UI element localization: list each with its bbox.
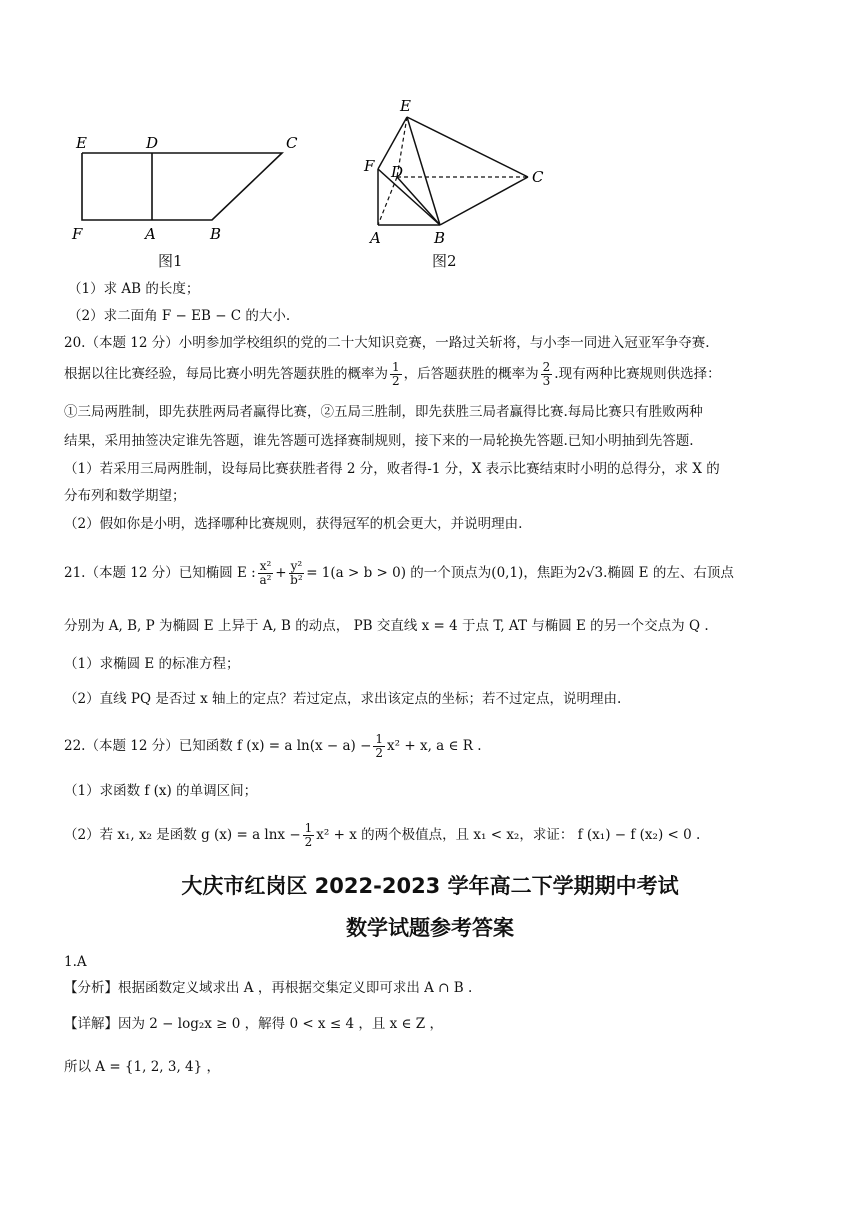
figure-1 [60,128,320,243]
fig1-label-c: C [286,134,298,152]
q22-fraction-half-2 [303,822,315,849]
frac-den: 2 [304,835,313,849]
fig1-outline [82,153,282,220]
q22-line1-b: x² + x, a ∈ R . [387,738,482,754]
q22-fraction-half [373,733,385,760]
q19-part2: （2）求二面角 F − EB − C 的大小. [68,308,291,324]
fig2-label-d: D [391,163,404,181]
q20-line5: （1）若采用三局两胜制，设每局比赛获胜者得 2 分，败者得-1 分，X 表示比赛结束时小明的总得分，求 X 的 [64,461,720,477]
q22-line3 [64,822,700,849]
fig2-label-a: A [370,229,381,247]
answer-1: 1.A [64,954,87,970]
q21-ellipse-rhs: = 1(a > b > 0) [306,565,406,581]
fig1-label-f: F [72,225,83,243]
q20-line2-b: ，后答题获胜的概率为 [403,366,539,382]
frac-num: y² [290,559,303,573]
q20-line7: （2）假如你是小明，选择哪种比赛规则，获得冠军的机会更大，并说明理由. [64,516,523,532]
frac-num: x² [259,559,272,573]
fig2-label-c: C [532,168,544,186]
q21-line1: 21.（本题 12 分）已知椭圆 E : $\frac{\text{x²}}{\text{a²}}$ + $\frac{\text{y²}}{\text{b²}}$ = 1(a > b > 0) 的一个顶点为(0,1)，焦距为2√3.椭圆 E 的左、右顶点 [64,559,734,587]
fig1-label-a: A [145,225,156,243]
frac-den: 2 [392,374,400,388]
q21-line1-b: 的一个顶点为 [410,565,492,581]
q20-line1: 20.（本题 12 分）小明参加学校组织的党的二十大知识竞赛，一路过关斩将，与小李一同进入冠亚军争夺赛. [64,335,710,351]
q21-y2-over-b2 [289,560,305,587]
fig1-label-d: D [146,134,159,152]
q21-x2-over-a2 [258,560,274,587]
fig2-label-f: F [364,157,375,175]
frac-num: 1 [304,821,313,835]
answer-1-detail: 【详解】因为 2 − log₂x ≥ 0 ，解得 0 < x ≤ 4 ，且 x ∈ Z ， [64,1016,443,1032]
q21-line1-a: 21.（本题 12 分）已知椭圆 E : [64,565,256,581]
frac-den: b² [290,573,303,587]
q20-line2-a: 根据以往比赛经验，每局比赛小明先答题获胜的概率为 [64,366,388,382]
fig2-label-e: E [400,97,411,115]
q21-line3: （1）求椭圆 E 的标准方程； [64,656,240,672]
answer-1-set: 所以 A = {1, 2, 3, 4} ， [64,1059,221,1075]
q22-line1-a: 22.（本题 12 分）已知函数 f (x) = a ln(x − a) − [64,738,372,754]
figure-1-caption: 图1 [158,252,183,270]
q20-line2 [64,361,721,388]
fig1-label-b: B [210,225,222,243]
q20-fraction-two-thirds [541,361,553,388]
frac-num: 1 [375,732,384,746]
frac-den: 3 [542,374,551,388]
q21-line4: （2）直线 PQ 是否过 x 轴上的定点？若过定点，求出该定点的坐标；若不过定点，说明理由. [64,691,622,707]
q22-line3-b: x² + x 的两个极值点，且 x₁ < x₂，求证： f (x₁) − f (x₂) < 0 . [316,827,701,843]
answers-title: 大庆市红岗区 2022-2023 学年高二下学期期中考试 [181,874,679,898]
q20-line3: ①三局两胜制，即先获胜两局者赢得比赛，②五局三胜制，即先获胜三局者赢得比赛.每局比赛只有胜败两种 [64,404,703,420]
q19-part1: （1）求 AB 的长度； [68,281,200,297]
q20-fraction-half [390,361,402,388]
q21-focal: 2√3 [577,565,604,581]
q22-line2: （1）求函数 f (x) 的单调区间； [64,783,258,799]
q20-line2-c: .现有两种比赛规则供选择： [554,366,721,382]
answer-1-analysis: 【分析】根据函数定义域求出 A ，再根据交集定义即可求出 A ∩ B . [64,980,473,996]
fig2-label-b: B [434,229,446,247]
q22-line1 [64,733,482,760]
frac-den: a² [259,573,272,587]
frac-den: 2 [375,746,384,760]
q21-vertex: (0,1) [491,565,524,581]
frac-num: 2 [542,360,551,374]
q21-line2: 分别为 A, B, P 为椭圆 E 上异于 A, B 的动点， PB 交直线 x = 4 于点 T, AT 与椭圆 E 的另一个交点为 Q . [64,618,709,634]
q20-line6: 分布列和数学期望； [64,488,186,504]
fig1-label-e: E [76,134,87,152]
frac-num: 1 [392,360,400,374]
figure-2 [360,95,560,247]
q20-line4: 结果，采用抽签决定谁先答题，谁先答题可选择赛制规则，接下来的一局轮换先答题.已知小明抽到先答题. [64,433,694,449]
figure-2-caption: 图2 [432,252,457,270]
q21-line1-d: .椭圆 E 的左、右顶点 [603,565,734,581]
q22-line3-a: （2）若 x₁, x₂ 是函数 g (x) = a lnx − [64,827,301,843]
answers-subtitle: 数学试题参考答案 [346,916,514,940]
q21-line1-c: ，焦距为 [523,565,578,581]
